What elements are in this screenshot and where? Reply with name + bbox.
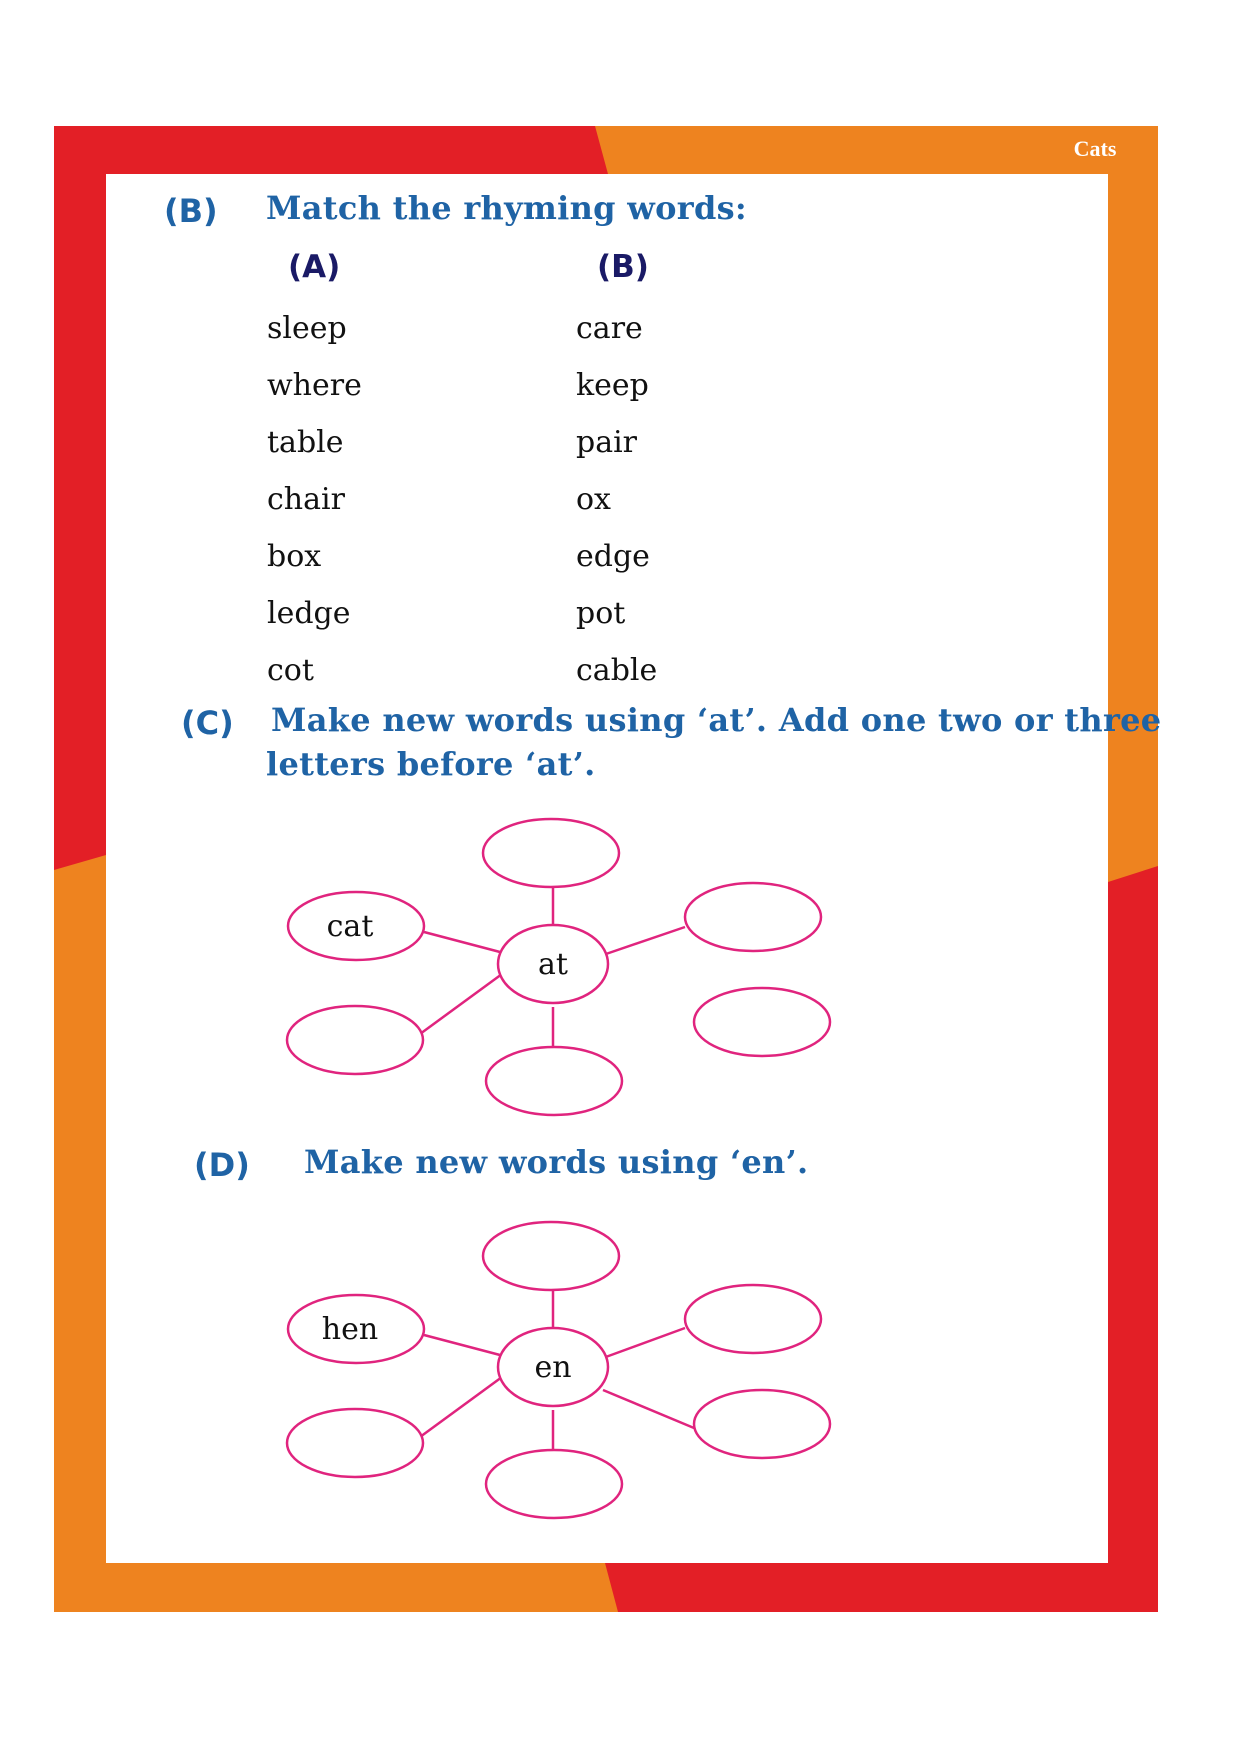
section-b-letter: (B) xyxy=(164,192,218,230)
web-example-text: hen xyxy=(321,1312,379,1347)
web-answer-bubble[interactable] xyxy=(694,1390,830,1458)
section-c-title-line2: letters before ‘at’. xyxy=(266,745,596,783)
word-a: ledge xyxy=(267,596,351,631)
section-b-title: Match the rhyming words: xyxy=(266,189,748,227)
word-b: care xyxy=(576,311,643,346)
word-a: cot xyxy=(267,653,314,688)
word-a: table xyxy=(267,425,344,460)
web-answer-bubble[interactable] xyxy=(486,1450,622,1518)
web-spoke xyxy=(424,1335,500,1355)
web-example-text: cat xyxy=(326,909,374,944)
web-center-text: at xyxy=(538,947,568,982)
word-b: ox xyxy=(576,482,611,517)
web-answer-bubble[interactable] xyxy=(685,1285,821,1353)
web-spoke xyxy=(603,1390,694,1428)
section-d-letter: (D) xyxy=(194,1146,250,1184)
section-c-letter: (C) xyxy=(181,704,234,742)
column-b-heading: (B) xyxy=(597,249,649,285)
word-b: edge xyxy=(576,539,650,574)
section-d-title: Make new words using ‘en’. xyxy=(304,1143,809,1181)
chapter-tag: Cats xyxy=(1073,136,1117,161)
word-b: pair xyxy=(576,425,638,460)
web-answer-bubble[interactable] xyxy=(287,1409,423,1477)
web-spoke xyxy=(603,1328,685,1358)
word-b: cable xyxy=(576,653,658,688)
word-a: box xyxy=(267,539,322,574)
word-a: where xyxy=(267,368,362,403)
word-b: keep xyxy=(576,368,649,403)
word-a: sleep xyxy=(267,311,347,346)
web-center-text: en xyxy=(534,1350,572,1385)
word-a: chair xyxy=(267,482,345,517)
section-c-title-line1: Make new words using ‘at’. Add one two or three xyxy=(271,701,1162,739)
web-spoke xyxy=(420,1377,502,1437)
word-b: pot xyxy=(576,596,626,631)
web-answer-bubble[interactable] xyxy=(483,1222,619,1290)
column-a-heading: (A) xyxy=(288,249,341,285)
